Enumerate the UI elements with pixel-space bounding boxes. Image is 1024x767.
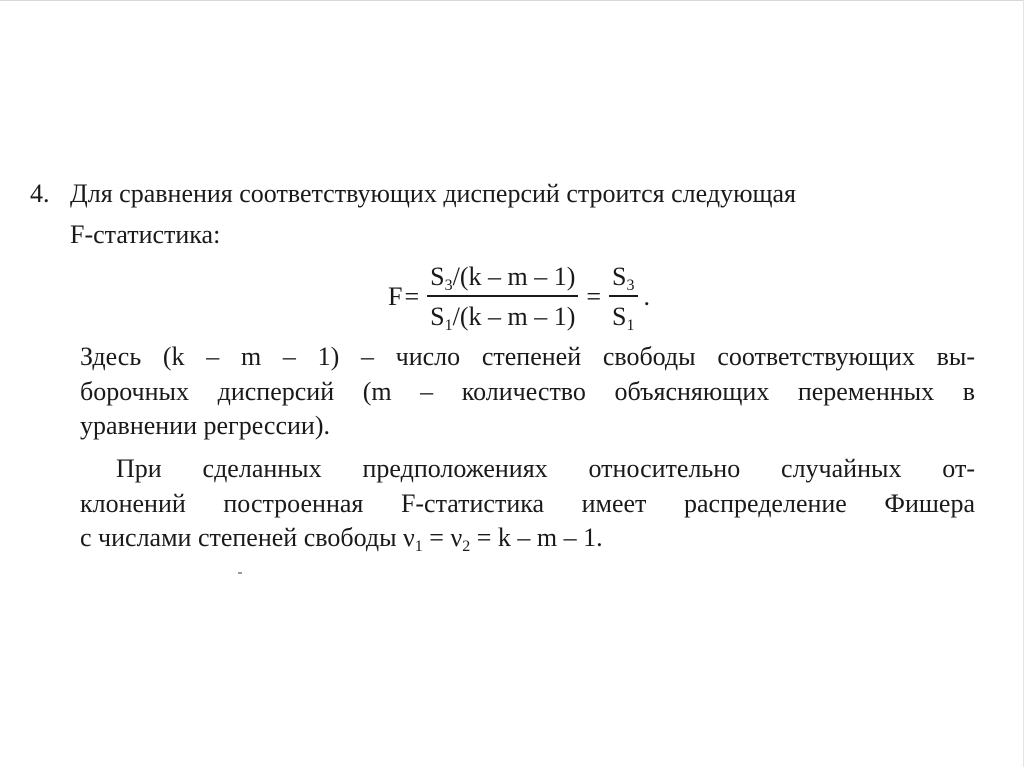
slide-top-border <box>0 0 1024 1</box>
fraction-1-denominator: $S_1/(k$ – m – 1) <box>430 301 576 334</box>
item-text-line-1: Для сравнения соответствующих дисперсий строится следующая <box>70 179 797 208</box>
item-number: 4. <box>30 179 50 208</box>
paragraph-1-line-2: борочных дисперсий (m – количество объясняющих переменных в <box>80 376 975 406</box>
fraction-2-bar <box>609 295 637 297</box>
fraction-1-bar <box>427 295 578 297</box>
paragraph-fisher-distribution <box>80 452 975 556</box>
fraction-2-numerator: $S_3$ <box>612 262 635 295</box>
paragraph-2-line-2: клонений построенная F-статистика имеет распределение Фишера <box>80 488 975 518</box>
paragraph-degrees-of-freedom <box>80 340 975 444</box>
paragraph-2-line-3: с числами степеней свободы $\nu_1 = \nu_2 = k - m - 1$. <box>80 523 603 555</box>
item-text-line-2: F-статистика: <box>70 220 221 249</box>
paragraph-2-line-1: При сделанных предположениях относительно случайных от- <box>116 454 975 483</box>
formula-equals-2: = <box>586 282 602 311</box>
formula-fraction-2 <box>609 261 637 333</box>
formula-end-period: . <box>643 282 651 311</box>
fraction-1-numerator: $S_3/(k$ – m – 1) <box>430 262 576 295</box>
formula-lhs: F <box>388 282 403 311</box>
formula-fraction-1 <box>427 261 578 333</box>
formula-equals-1: = <box>404 282 420 311</box>
fraction-2-denominator: $S_1$ <box>612 301 635 334</box>
scan-speck <box>238 572 242 574</box>
paragraph-1-line-1: Здесь (k – m – 1) – число степеней свободы соответствующих вы- <box>80 342 975 371</box>
f-statistic-formula <box>388 257 650 337</box>
paragraph-1-line-3: уравнении регрессии). <box>80 411 330 440</box>
